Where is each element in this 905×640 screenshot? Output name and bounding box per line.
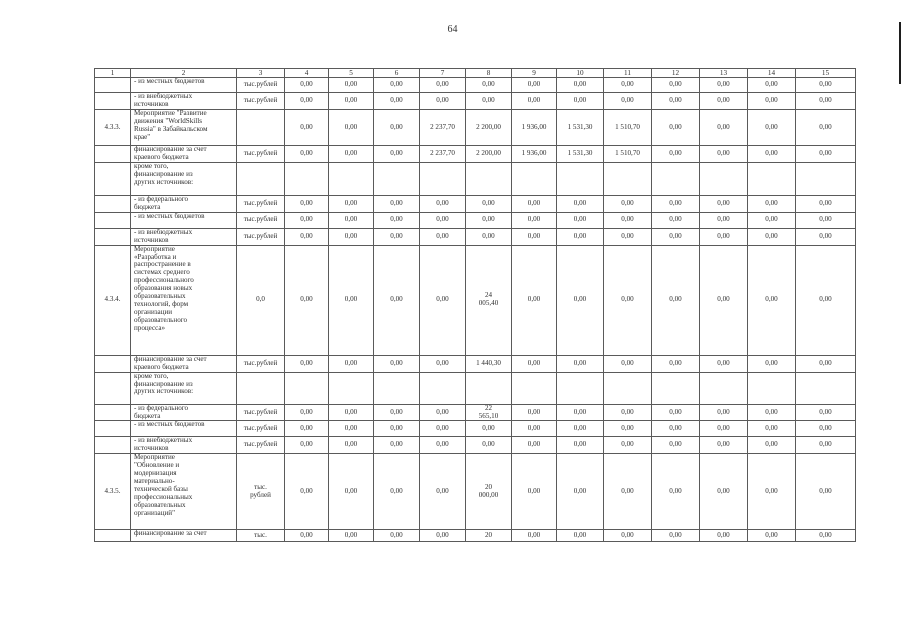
value-cell-col-10 <box>557 163 604 196</box>
row-code: 4.3.4. <box>95 245 131 355</box>
value-cell-col-8: 20 <box>466 530 512 542</box>
row-unit: тыс.рублей <box>237 228 285 245</box>
row-unit <box>237 372 285 404</box>
value-cell-col-7: 0,00 <box>420 228 466 245</box>
value-cell-col-13: 0,00 <box>700 110 748 146</box>
column-header-3: 3 <box>237 69 285 78</box>
value-cell-col-11: 0,00 <box>604 245 652 355</box>
value-cell-col-8: 0,00 <box>466 437 512 454</box>
value-cell-col-5: 0,00 <box>329 196 374 213</box>
value-cell-col-13: 0,00 <box>700 421 748 437</box>
value-cell-col-12: 0,00 <box>652 146 700 163</box>
value-cell-col-11: 0,00 <box>604 437 652 454</box>
table-row <box>95 245 856 355</box>
row-unit: тыс.рублей <box>237 437 285 454</box>
value-cell-col-7: 0,00 <box>420 530 466 542</box>
value-cell-col-12: 0,00 <box>652 245 700 355</box>
table-row <box>95 421 856 437</box>
column-header-7: 7 <box>420 69 466 78</box>
row-description: финансирование за счет краевого бюджета <box>131 355 237 372</box>
value-cell-col-13: 0,00 <box>700 93 748 110</box>
row-description: Мероприятие "Обновление и модернизация материально- технической базы профессиональных образовательных организаций" <box>131 454 237 530</box>
row-code <box>95 196 131 213</box>
column-header-8: 8 <box>466 69 512 78</box>
value-cell-col-12: 0,00 <box>652 110 700 146</box>
value-cell-col-11: 1 510,70 <box>604 146 652 163</box>
value-cell-col-10: 0,00 <box>557 421 604 437</box>
row-unit: тыс.рублей <box>237 93 285 110</box>
value-cell-col-13 <box>700 163 748 196</box>
value-cell-col-9: 0,00 <box>512 228 557 245</box>
table-row <box>95 163 856 196</box>
value-cell-col-6: 0,00 <box>374 93 420 110</box>
value-cell-col-4: 0,00 <box>285 421 329 437</box>
value-cell-col-7 <box>420 372 466 404</box>
value-cell-col-9: 0,00 <box>512 212 557 228</box>
row-description: - из местных бюджетов <box>131 421 237 437</box>
value-cell-col-9: 0,00 <box>512 404 557 421</box>
value-cell-col-10: 1 531,30 <box>557 110 604 146</box>
value-cell-col-9: 0,00 <box>512 93 557 110</box>
row-code <box>95 163 131 196</box>
row-description: - из внебюджетных источников <box>131 437 237 454</box>
value-cell-col-8 <box>466 163 512 196</box>
value-cell-col-14: 0,00 <box>748 146 796 163</box>
value-cell-col-9: 0,00 <box>512 245 557 355</box>
row-unit: тыс. рублей <box>237 454 285 530</box>
value-cell-col-5: 0,00 <box>329 421 374 437</box>
value-cell-col-15: 0,00 <box>796 355 856 372</box>
value-cell-col-12 <box>652 372 700 404</box>
value-cell-col-11: 0,00 <box>604 355 652 372</box>
value-cell-col-6: 0,00 <box>374 421 420 437</box>
value-cell-col-13: 0,00 <box>700 355 748 372</box>
value-cell-col-13: 0,00 <box>700 146 748 163</box>
row-code <box>95 146 131 163</box>
value-cell-col-12: 0,00 <box>652 93 700 110</box>
column-header-5: 5 <box>329 69 374 78</box>
value-cell-col-11: 0,00 <box>604 93 652 110</box>
value-cell-col-13: 0,00 <box>700 245 748 355</box>
value-cell-col-10: 0,00 <box>557 355 604 372</box>
value-cell-col-13: 0,00 <box>700 454 748 530</box>
row-description: - из федерального бюджета <box>131 196 237 213</box>
value-cell-col-5: 0,00 <box>329 355 374 372</box>
value-cell-col-14: 0,00 <box>748 437 796 454</box>
value-cell-col-15: 0,00 <box>796 437 856 454</box>
value-cell-col-13: 0,00 <box>700 196 748 213</box>
value-cell-col-8: 0,00 <box>466 196 512 213</box>
value-cell-col-13 <box>700 372 748 404</box>
value-cell-col-15: 0,00 <box>796 93 856 110</box>
value-cell-col-7: 0,00 <box>420 196 466 213</box>
value-cell-col-4: 0,00 <box>285 212 329 228</box>
value-cell-col-4: 0,00 <box>285 78 329 93</box>
value-cell-col-6: 0,00 <box>374 404 420 421</box>
column-header-6: 6 <box>374 69 420 78</box>
value-cell-col-5: 0,00 <box>329 437 374 454</box>
value-cell-col-12: 0,00 <box>652 196 700 213</box>
value-cell-col-9: 0,00 <box>512 78 557 93</box>
value-cell-col-9: 0,00 <box>512 530 557 542</box>
table-row <box>95 212 856 228</box>
value-cell-col-6: 0,00 <box>374 110 420 146</box>
value-cell-col-5: 0,00 <box>329 530 374 542</box>
value-cell-col-5: 0,00 <box>329 93 374 110</box>
row-code <box>95 372 131 404</box>
value-cell-col-10: 0,00 <box>557 228 604 245</box>
value-cell-col-10: 0,00 <box>557 196 604 213</box>
row-unit: тыс.рублей <box>237 421 285 437</box>
table-row <box>95 404 856 421</box>
row-code <box>95 530 131 542</box>
value-cell-col-15: 0,00 <box>796 196 856 213</box>
row-description: - из местных бюджетов <box>131 212 237 228</box>
column-header-12: 12 <box>652 69 700 78</box>
value-cell-col-10: 0,00 <box>557 454 604 530</box>
value-cell-col-10: 0,00 <box>557 212 604 228</box>
row-code <box>95 78 131 93</box>
value-cell-col-13: 0,00 <box>700 78 748 93</box>
column-header-13: 13 <box>700 69 748 78</box>
value-cell-col-6: 0,00 <box>374 530 420 542</box>
table-row <box>95 454 856 530</box>
value-cell-col-5: 0,00 <box>329 454 374 530</box>
value-cell-col-14: 0,00 <box>748 355 796 372</box>
value-cell-col-7: 0,00 <box>420 212 466 228</box>
value-cell-col-4: 0,00 <box>285 454 329 530</box>
value-cell-col-11: 0,00 <box>604 454 652 530</box>
value-cell-col-12: 0,00 <box>652 421 700 437</box>
value-cell-col-6: 0,00 <box>374 245 420 355</box>
value-cell-col-9: 0,00 <box>512 421 557 437</box>
value-cell-col-5: 0,00 <box>329 146 374 163</box>
row-description: кроме того, финансирование из других источников: <box>131 163 237 196</box>
value-cell-col-12: 0,00 <box>652 355 700 372</box>
column-header-2: 2 <box>131 69 237 78</box>
value-cell-col-14: 0,00 <box>748 454 796 530</box>
value-cell-col-12: 0,00 <box>652 228 700 245</box>
value-cell-col-9 <box>512 163 557 196</box>
value-cell-col-15 <box>796 372 856 404</box>
value-cell-col-14 <box>748 163 796 196</box>
row-unit <box>237 163 285 196</box>
value-cell-col-15: 0,00 <box>796 421 856 437</box>
value-cell-col-6: 0,00 <box>374 78 420 93</box>
value-cell-col-15: 0,00 <box>796 146 856 163</box>
value-cell-col-6: 0,00 <box>374 355 420 372</box>
column-header-15: 15 <box>796 69 856 78</box>
value-cell-col-11: 1 510,70 <box>604 110 652 146</box>
row-code <box>95 404 131 421</box>
value-cell-col-7: 2 237,70 <box>420 110 466 146</box>
value-cell-col-14: 0,00 <box>748 228 796 245</box>
table-row <box>95 110 856 146</box>
value-cell-col-5: 0,00 <box>329 245 374 355</box>
value-cell-col-14: 0,00 <box>748 196 796 213</box>
value-cell-col-10: 0,00 <box>557 245 604 355</box>
value-cell-col-11 <box>604 163 652 196</box>
value-cell-col-9: 0,00 <box>512 454 557 530</box>
value-cell-col-15: 0,00 <box>796 78 856 93</box>
table-row <box>95 372 856 404</box>
table-row <box>95 196 856 213</box>
value-cell-col-15: 0,00 <box>796 212 856 228</box>
value-cell-col-7: 0,00 <box>420 454 466 530</box>
value-cell-col-12: 0,00 <box>652 78 700 93</box>
value-cell-col-10: 0,00 <box>557 437 604 454</box>
row-code <box>95 93 131 110</box>
value-cell-col-14 <box>748 372 796 404</box>
value-cell-col-8: 24 005,40 <box>466 245 512 355</box>
value-cell-col-9: 0,00 <box>512 355 557 372</box>
row-code <box>95 212 131 228</box>
value-cell-col-11: 0,00 <box>604 228 652 245</box>
value-cell-col-14: 0,00 <box>748 110 796 146</box>
value-cell-col-7: 0,00 <box>420 355 466 372</box>
value-cell-col-7 <box>420 163 466 196</box>
value-cell-col-5 <box>329 372 374 404</box>
value-cell-col-10: 0,00 <box>557 93 604 110</box>
value-cell-col-5: 0,00 <box>329 404 374 421</box>
row-code: 4.3.3. <box>95 110 131 146</box>
value-cell-col-10: 1 531,30 <box>557 146 604 163</box>
row-unit: тыс.рублей <box>237 212 285 228</box>
value-cell-col-10: 0,00 <box>557 530 604 542</box>
value-cell-col-6: 0,00 <box>374 437 420 454</box>
table-row <box>95 355 856 372</box>
value-cell-col-13: 0,00 <box>700 404 748 421</box>
row-unit: тыс.рублей <box>237 355 285 372</box>
value-cell-col-7: 0,00 <box>420 437 466 454</box>
row-description: финансирование за счет <box>131 530 237 542</box>
value-cell-col-8: 1 440,30 <box>466 355 512 372</box>
value-cell-col-8: 0,00 <box>466 93 512 110</box>
table-row <box>95 93 856 110</box>
row-description: кроме того, финансирование из других источников: <box>131 372 237 404</box>
table-row <box>95 78 856 93</box>
scan-edge-line <box>899 22 901 84</box>
column-header-9: 9 <box>512 69 557 78</box>
value-cell-col-9 <box>512 372 557 404</box>
column-header-11: 11 <box>604 69 652 78</box>
value-cell-col-6 <box>374 372 420 404</box>
value-cell-col-8: 0,00 <box>466 78 512 93</box>
value-cell-col-5: 0,00 <box>329 228 374 245</box>
value-cell-col-9: 1 936,00 <box>512 146 557 163</box>
value-cell-col-8 <box>466 372 512 404</box>
value-cell-col-13: 0,00 <box>700 530 748 542</box>
column-header-4: 4 <box>285 69 329 78</box>
value-cell-col-13: 0,00 <box>700 228 748 245</box>
budget-table <box>94 68 856 542</box>
value-cell-col-6: 0,00 <box>374 196 420 213</box>
table-body <box>95 69 856 542</box>
value-cell-col-8: 0,00 <box>466 421 512 437</box>
value-cell-col-14: 0,00 <box>748 404 796 421</box>
row-description: - из федерального бюджета <box>131 404 237 421</box>
row-description: - из внебюджетных источников <box>131 228 237 245</box>
value-cell-col-11: 0,00 <box>604 212 652 228</box>
table-row <box>95 437 856 454</box>
value-cell-col-4: 0,00 <box>285 196 329 213</box>
value-cell-col-15: 0,00 <box>796 454 856 530</box>
value-cell-col-11: 0,00 <box>604 78 652 93</box>
value-cell-col-11: 0,00 <box>604 421 652 437</box>
value-cell-col-12: 0,00 <box>652 454 700 530</box>
row-description: финансирование за счет краевого бюджета <box>131 146 237 163</box>
row-unit: тыс.рублей <box>237 404 285 421</box>
value-cell-col-4: 0,00 <box>285 93 329 110</box>
row-code <box>95 421 131 437</box>
value-cell-col-14: 0,00 <box>748 78 796 93</box>
row-unit: тыс.рублей <box>237 78 285 93</box>
value-cell-col-7: 0,00 <box>420 421 466 437</box>
value-cell-col-14: 0,00 <box>748 530 796 542</box>
row-unit: тыс. <box>237 530 285 542</box>
value-cell-col-10 <box>557 372 604 404</box>
value-cell-col-15: 0,00 <box>796 110 856 146</box>
value-cell-col-10: 0,00 <box>557 404 604 421</box>
value-cell-col-11: 0,00 <box>604 404 652 421</box>
value-cell-col-10: 0,00 <box>557 78 604 93</box>
value-cell-col-12: 0,00 <box>652 404 700 421</box>
value-cell-col-14: 0,00 <box>748 245 796 355</box>
row-description: Мероприятие "Развитие движения "WorldSkills Russia" в Забайкальском крае" <box>131 110 237 146</box>
table-row <box>95 146 856 163</box>
value-cell-col-9: 0,00 <box>512 196 557 213</box>
value-cell-col-7: 2 237,70 <box>420 146 466 163</box>
row-code: 4.3.5. <box>95 454 131 530</box>
value-cell-col-4 <box>285 372 329 404</box>
page-number: 64 <box>447 24 458 35</box>
value-cell-col-8: 2 200,00 <box>466 146 512 163</box>
value-cell-col-6: 0,00 <box>374 454 420 530</box>
value-cell-col-8: 0,00 <box>466 228 512 245</box>
value-cell-col-6: 0,00 <box>374 228 420 245</box>
value-cell-col-12: 0,00 <box>652 212 700 228</box>
value-cell-col-6: 0,00 <box>374 146 420 163</box>
value-cell-col-11: 0,00 <box>604 530 652 542</box>
value-cell-col-4: 0,00 <box>285 110 329 146</box>
value-cell-col-14: 0,00 <box>748 93 796 110</box>
row-description: Мероприятие «Разработка и распространение в системах среднего профессионального образования новых образовательных технологий, форм организации образовательного процесса» <box>131 245 237 355</box>
value-cell-col-13: 0,00 <box>700 212 748 228</box>
column-header-14: 14 <box>748 69 796 78</box>
value-cell-col-8: 20 000,00 <box>466 454 512 530</box>
header-row <box>95 69 856 78</box>
value-cell-col-7: 0,00 <box>420 78 466 93</box>
value-cell-col-4: 0,00 <box>285 146 329 163</box>
value-cell-col-14: 0,00 <box>748 212 796 228</box>
value-cell-col-9: 0,00 <box>512 437 557 454</box>
value-cell-col-15: 0,00 <box>796 404 856 421</box>
value-cell-col-12: 0,00 <box>652 530 700 542</box>
value-cell-col-4: 0,00 <box>285 355 329 372</box>
value-cell-col-4: 0,00 <box>285 437 329 454</box>
value-cell-col-5: 0,00 <box>329 110 374 146</box>
value-cell-col-7: 0,00 <box>420 404 466 421</box>
row-code <box>95 228 131 245</box>
value-cell-col-5: 0,00 <box>329 212 374 228</box>
row-unit: тыс.рублей <box>237 196 285 213</box>
table-row <box>95 530 856 542</box>
value-cell-col-8: 0,00 <box>466 212 512 228</box>
row-unit: 0,0 <box>237 245 285 355</box>
value-cell-col-15 <box>796 163 856 196</box>
value-cell-col-7: 0,00 <box>420 245 466 355</box>
row-unit: тыс.рублей <box>237 146 285 163</box>
row-description: - из внебюджетных источников <box>131 93 237 110</box>
value-cell-col-15: 0,00 <box>796 530 856 542</box>
column-header-10: 10 <box>557 69 604 78</box>
value-cell-col-12: 0,00 <box>652 437 700 454</box>
value-cell-col-4 <box>285 163 329 196</box>
column-header-1: 1 <box>95 69 131 78</box>
value-cell-col-15: 0,00 <box>796 228 856 245</box>
value-cell-col-9: 1 936,00 <box>512 110 557 146</box>
value-cell-col-5 <box>329 163 374 196</box>
value-cell-col-15: 0,00 <box>796 245 856 355</box>
row-unit <box>237 110 285 146</box>
value-cell-col-6: 0,00 <box>374 212 420 228</box>
value-cell-col-8: 22 565,10 <box>466 404 512 421</box>
value-cell-col-11: 0,00 <box>604 196 652 213</box>
row-code <box>95 437 131 454</box>
value-cell-col-4: 0,00 <box>285 228 329 245</box>
value-cell-col-12 <box>652 163 700 196</box>
value-cell-col-5: 0,00 <box>329 78 374 93</box>
table-row <box>95 228 856 245</box>
value-cell-col-8: 2 200,00 <box>466 110 512 146</box>
row-description: - из местных бюджетов <box>131 78 237 93</box>
value-cell-col-4: 0,00 <box>285 530 329 542</box>
value-cell-col-11 <box>604 372 652 404</box>
value-cell-col-6 <box>374 163 420 196</box>
value-cell-col-13: 0,00 <box>700 437 748 454</box>
value-cell-col-4: 0,00 <box>285 245 329 355</box>
value-cell-col-4: 0,00 <box>285 404 329 421</box>
row-code <box>95 355 131 372</box>
value-cell-col-7: 0,00 <box>420 93 466 110</box>
value-cell-col-14: 0,00 <box>748 421 796 437</box>
